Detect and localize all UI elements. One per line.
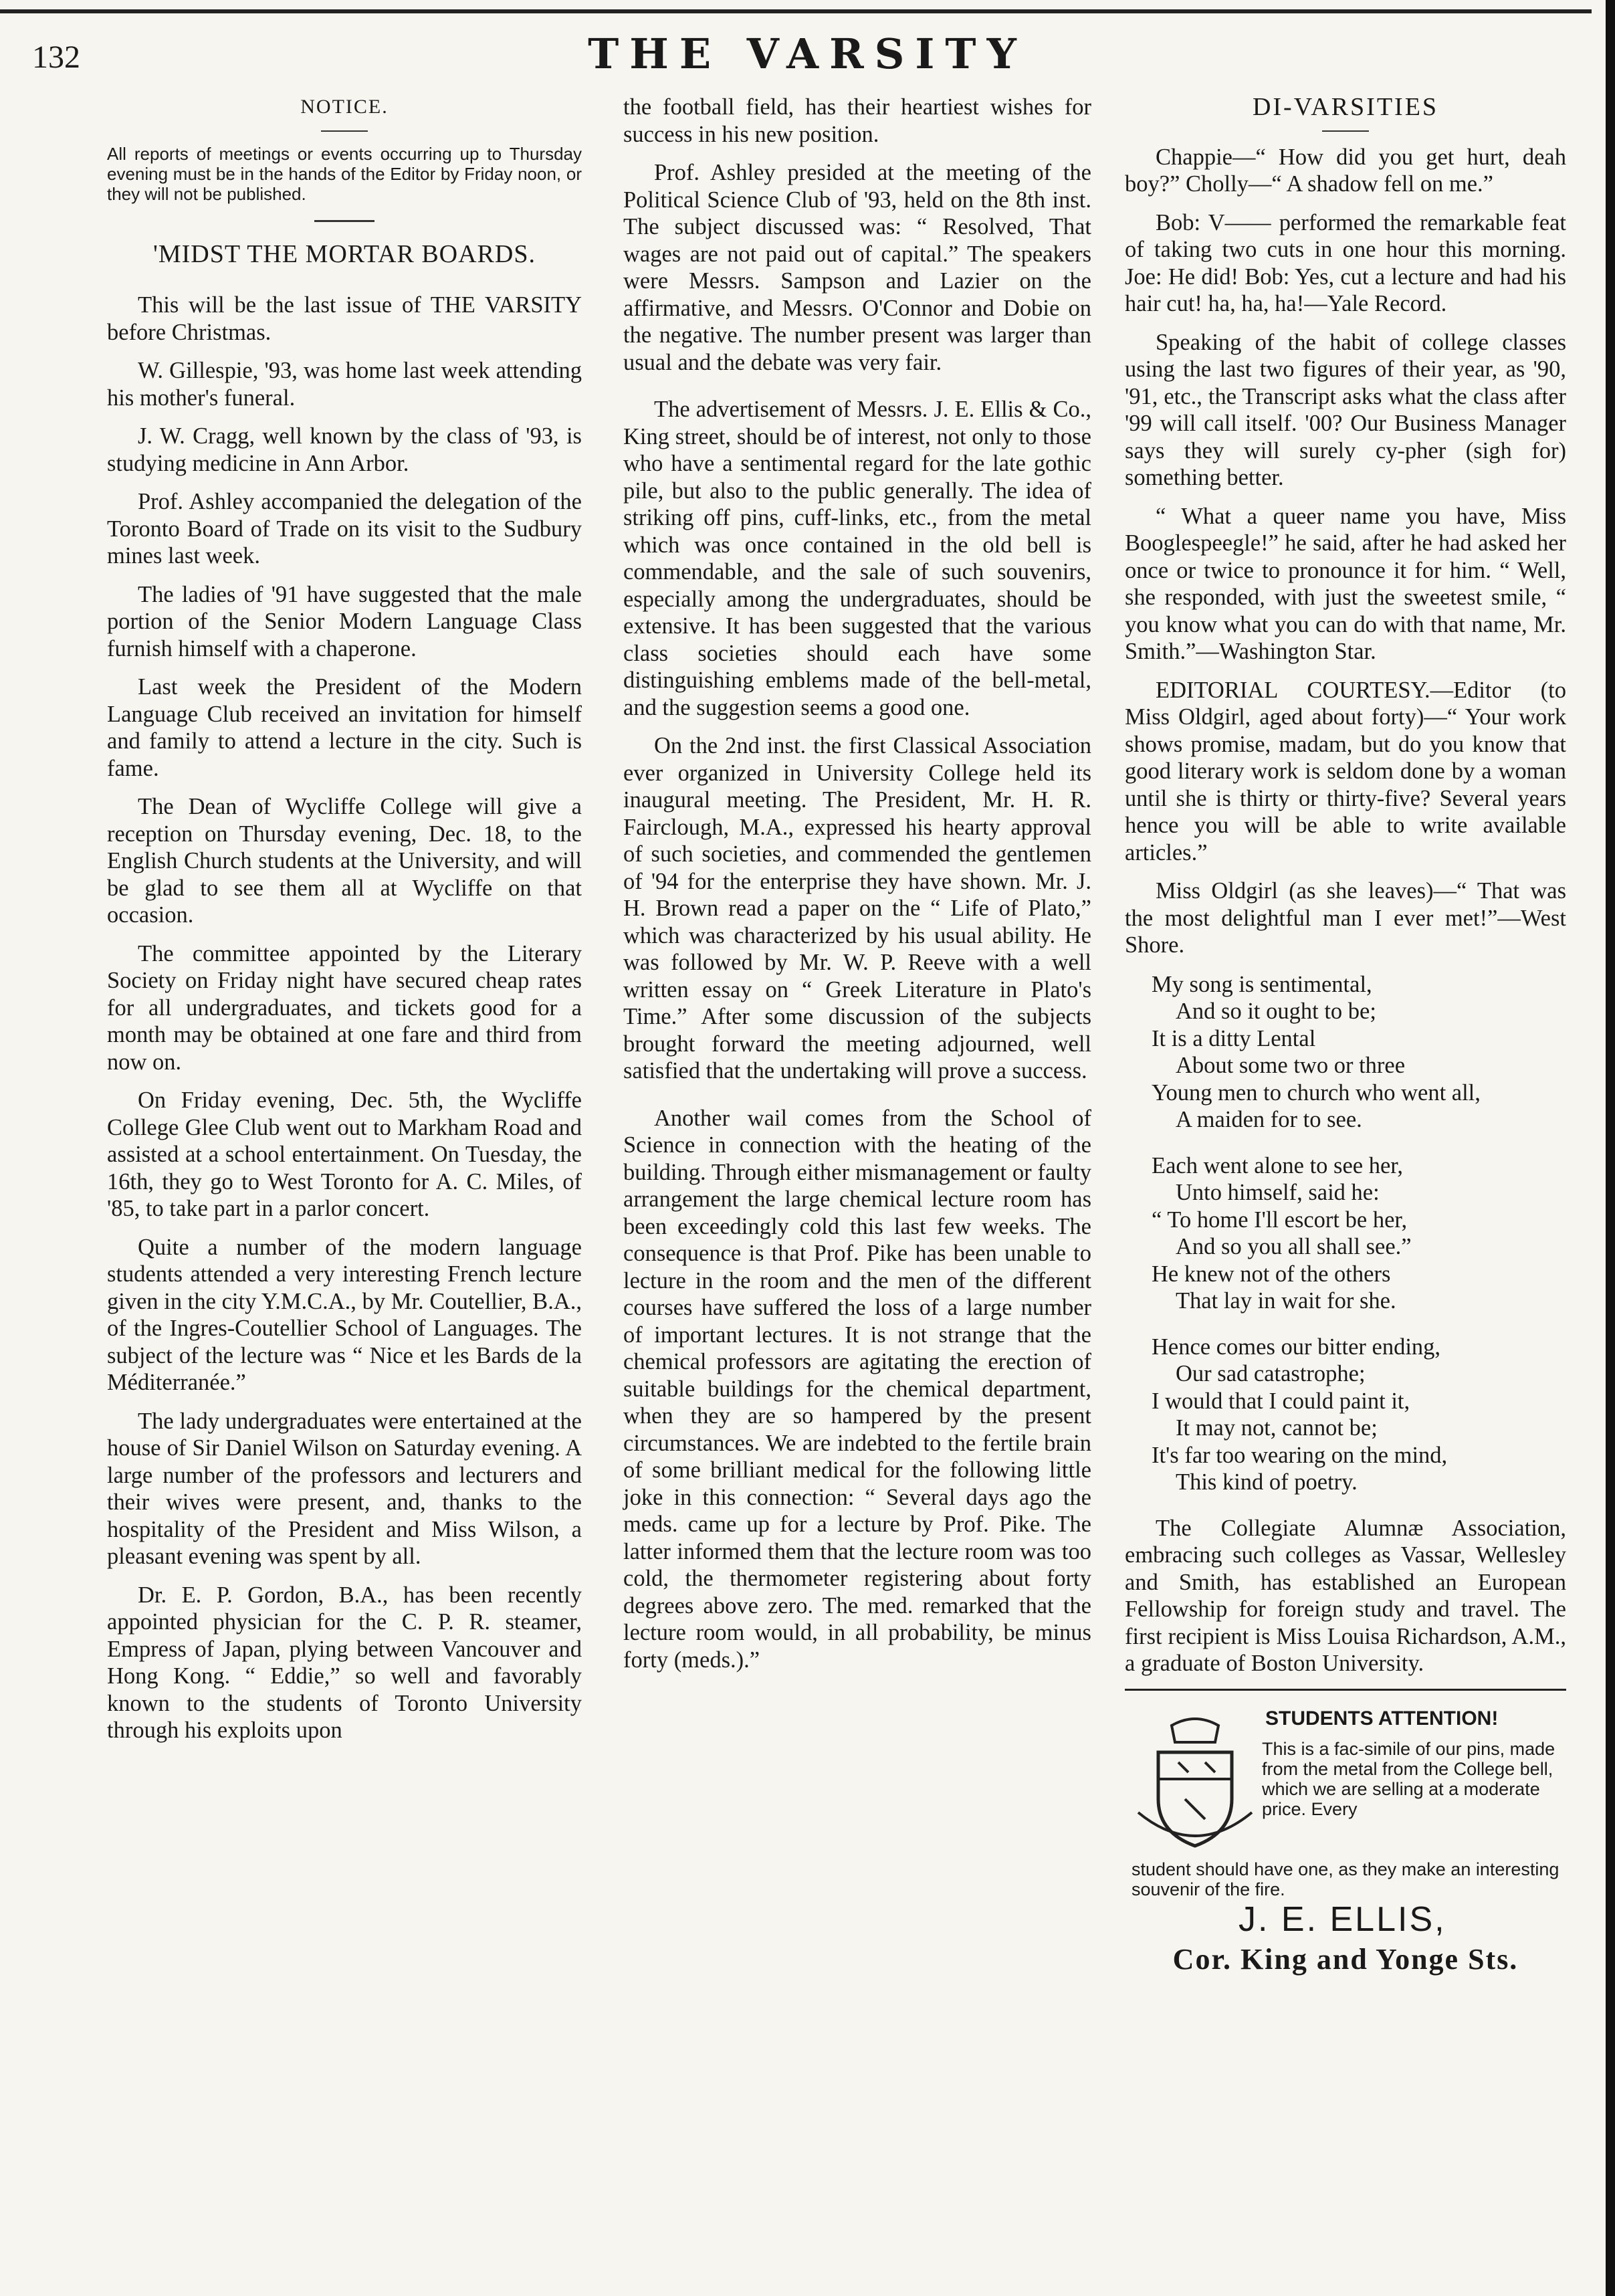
page-edge: [1606, 0, 1615, 2296]
column-1: [107, 94, 582, 1756]
divider: [314, 220, 374, 222]
paragraph: This will be the last issue of THE VARSITY before Christmas.: [107, 292, 582, 345]
poem-stanza: [1152, 971, 1566, 1134]
paragraph: The advertisement of Messrs. J. E. Ellis & Co., King street, should be of interest, not only to those who have a sentimental regard for the late gothic pile, but also to the public generally. The idea of striking off pins, cuff-links, etc., from the metal which was once contained in the old bell is commendable, and the sale of such souvenirs, especially among the undergraduates, should be extensive. It has been suggested that the various class societies should each have some distinguishing emblems made of the bell-metal, and the suggestion seems a good one.: [623, 397, 1091, 720]
poem-stanza: [1152, 1152, 1566, 1315]
poem-line: This kind of poetry.: [1176, 1469, 1358, 1495]
paragraph: Chappie—“ How did you get hurt, deah boy?” Cholly—“ A shadow fell on me.”: [1125, 144, 1566, 197]
paragraph: Prof. Ashley presided at the meeting of the Political Science Club of '93, held on the 8th inst. The subject discussed was: “ Resolved, That wages are not paid out of capital.” The speakers were Messrs. Sampson and Lazier on the affirmative, and Messrs. O'Connor and Dobie on the negative. The number present was larger than usual and the debate was very fair.: [623, 160, 1091, 375]
poem-line: And so it ought to be;: [1176, 999, 1376, 1024]
poem-line: Unto himself, said he:: [1176, 1180, 1380, 1205]
paragraph: Bob: V—— performed the remarkable feat of taking two cuts in one hour this morning. Joe: He did! Bob: Yes, cut a lecture and had his hair cut! ha, ha, ha!—Yale Record.: [1125, 209, 1566, 316]
paragraph: EDITORIAL COURTESY.—Editor (to Miss Oldgirl, aged about forty)—“ Your work shows promise, madam, but do you know that good literary work is seldom done by a woman until she is thirty or thirty-five? Several years hence you will be able to write available articles.”: [1125, 677, 1566, 865]
poem-stanza: [1152, 1334, 1566, 1496]
poem-line: That lay in wait for she.: [1176, 1288, 1396, 1314]
paragraph: On Friday evening, Dec. 5th, the Wycliffe College Glee Club went out to Markham Road and assisted at a school entertainment. On Tuesday, the 16th, they go to West Toronto for A. C. Miles, of '85, to take part in a parlor concert.: [107, 1087, 582, 1221]
paragraph: Prof. Ashley accompanied the delegation of the Toronto Board of Trade on its visit to the Sudbury mines last week.: [107, 489, 582, 568]
paragraph: the football field, has their heartiest wishes for success in his new position.: [623, 94, 1091, 147]
paragraph: W. Gillespie, '93, was home last week attending his mother's funeral.: [107, 358, 582, 411]
paragraph: On the 2nd inst. the first Classical Association ever organized in University College held its inaugural meeting. The President, Mr. H. R. Fairclough, M.A., expressed his hearty approval of such societies, and commended the gentlemen of '94 for the enterprise they have shown. Mr. J. H. Brown read a paper on the “ Life of Plato,” which was characterized by his usual ability. He was followed by Mr. W. P. Reeve with a well written essay on “ Greek Literature in Plato's Time.” After some discussion of the subjects brought forward the meeting adjourned, well satisfied that the undertaking will prove a success.: [623, 733, 1091, 1083]
poem-line: Hence comes our bitter ending,: [1152, 1334, 1441, 1360]
poem-line: Our sad catastrophe;: [1176, 1361, 1366, 1386]
poem-line: Each went alone to see her,: [1152, 1152, 1404, 1178]
paragraph: Miss Oldgirl (as she leaves)—“ That was the most delightful man I ever met!”—West Shore.: [1125, 878, 1566, 958]
masthead: THE VARSITY: [588, 29, 1027, 78]
poem-line: “ To home I'll escort be her,: [1152, 1207, 1408, 1233]
paragraph: The Collegiate Alumnæ Association, embracing such colleges as Vassar, Wellesley and Smith, has established an European Fellowship for foreign study and travel. The first recipient is Miss Louisa Richardson, A.M., a graduate of Boston University.: [1125, 1515, 1566, 1676]
ad-address: Cor. King and Yonge Sts.: [1172, 1942, 1519, 1976]
poem-line: And so you all shall see.”: [1176, 1234, 1412, 1259]
column-3: [1125, 94, 1566, 2000]
notice-body: All reports of meetings or events occurring up to Thursday evening must be in the hands of the Editor by Friday noon, or they will not be published.: [107, 143, 582, 204]
notice-title: NOTICE.: [300, 96, 389, 118]
paragraph: Quite a number of the modern language students attended a very interesting French lecture given in the city Y.M.C.A., by Mr. Coutellier, B.A., of the Ingres-Coutellier School of Languages. The subject of the lecture was “ Nice et les Bards de la Méditerranée.”: [107, 1234, 582, 1395]
paragraph: The committee appointed by the Literary Society on Friday night have secured cheap rates for all undergraduates, and tickets good for a month may be obtained at one fare and third from now on.: [107, 940, 582, 1075]
college-crest-icon: [1132, 1712, 1259, 1853]
poem-line: My song is sentimental,: [1152, 971, 1372, 997]
ad-merchant-name: J. E. ELLIS,: [1239, 1899, 1446, 1939]
divider: [321, 130, 368, 132]
paragraph: The lady undergraduates were entertained at the house of Sir Daniel Wilson on Saturday evening. A large number of the professors and lecturers and their wives were present, and, thanks to the hospitality of the President and Miss Wilson, a pleasant evening was spent by all.: [107, 1408, 582, 1569]
paragraph: J. W. Cragg, well known by the class of '93, is studying medicine in Ann Arbor.: [107, 423, 582, 476]
poem-line: A maiden for to see.: [1176, 1107, 1362, 1132]
poem-line: Young men to church who went all,: [1152, 1079, 1481, 1106]
page-number: 132: [32, 39, 80, 75]
poem-line: I would that I could paint it,: [1152, 1388, 1410, 1414]
paragraph: Speaking of the habit of college classes using the last two figures of their year, as '90, '91, etc., the Transcript asks what the class after '99 will call itself. '00? Our Business Manager says they will surely cy-pher (sigh for) something better.: [1125, 329, 1566, 490]
ad-text: This is a fac-simile of our pins, made from the metal from the College bell, which we are selling at a moderate price. Every: [1262, 1738, 1555, 1819]
top-border: [0, 9, 1592, 13]
paragraph: “ What a queer name you have, Miss Booglespeegle!” he said, after he had asked her once or twice to pronounce it for him. “ Well, she responded, with just the sweetest smile, “ you know what you can do with that name, Mr. Smith.”—Washington Star.: [1125, 503, 1566, 664]
paragraph: Dr. E. P. Gordon, B.A., has been recently appointed physician for the C. P. R. steamer, Empress of Japan, plying between Vancouver and Hong Kong. “ Eddie,” so well and favorably known to the students of Toronto University through his exploits upon: [107, 1582, 582, 1743]
ad-text: student should have one, as they make an interesting souvenir of the fire.: [1132, 1859, 1559, 1899]
divider: [1125, 1689, 1566, 1691]
divider: [1322, 130, 1369, 132]
paragraph: Another wail comes from the School of Science in connection with the heating of the building. Through either mismanagement or faulty arrangement the large chemical lecture room has been exceedingly cold this last few weeks. The consequence is that Prof. Pike has been unable to lecture in the room and the men of the different courses have suffered the loss of a large number of important lectures. It is not strange that the chemical professors are agitating the erection of suitable buildings for the chemical department, when they are so hampered by the present circumstances. We are indebted to the fertile brain of some brilliant medical for the following little joke in this connection: “ Several days ago the meds. came up for a lecture by Prof. Pike. The latter informed them that the lecture room was too cold, the thermometer registering about forty degrees above zero. The med. remarked that the lecture room would, in all probability, be minus forty (meds.).”: [623, 1105, 1091, 1673]
paragraph: The Dean of Wycliffe College will give a reception on Thursday evening, Dec. 18, to the English Church students at the University, and will be glad to see them all at Wycliffe on that occasion.: [107, 794, 582, 928]
section-title: DI-VARSITIES: [1252, 93, 1439, 121]
poem-line: It may not, cannot be;: [1176, 1415, 1378, 1441]
poem-line: About some two or three: [1176, 1053, 1406, 1078]
paragraph: Last week the President of the Modern Language Club received an invitation for himself and family to attend a lecture in the city. Such is fame.: [107, 674, 582, 781]
section-title: 'MIDST THE MORTAR BOARDS.: [153, 239, 536, 268]
poem-line: It is a ditty Lental: [1152, 1025, 1316, 1051]
advertisement: [1125, 1705, 1566, 2000]
poem-line: He knew not of the others: [1152, 1261, 1391, 1287]
poem: [1152, 971, 1566, 1496]
ad-title: STUDENTS ATTENTION!: [1265, 1707, 1499, 1730]
column-2: [623, 94, 1091, 1685]
poem-line: It's far too wearing on the mind,: [1152, 1442, 1448, 1468]
paragraph: The ladies of '91 have suggested that the male portion of the Senior Modern Language Class furnish himself with a chaperone.: [107, 581, 582, 661]
